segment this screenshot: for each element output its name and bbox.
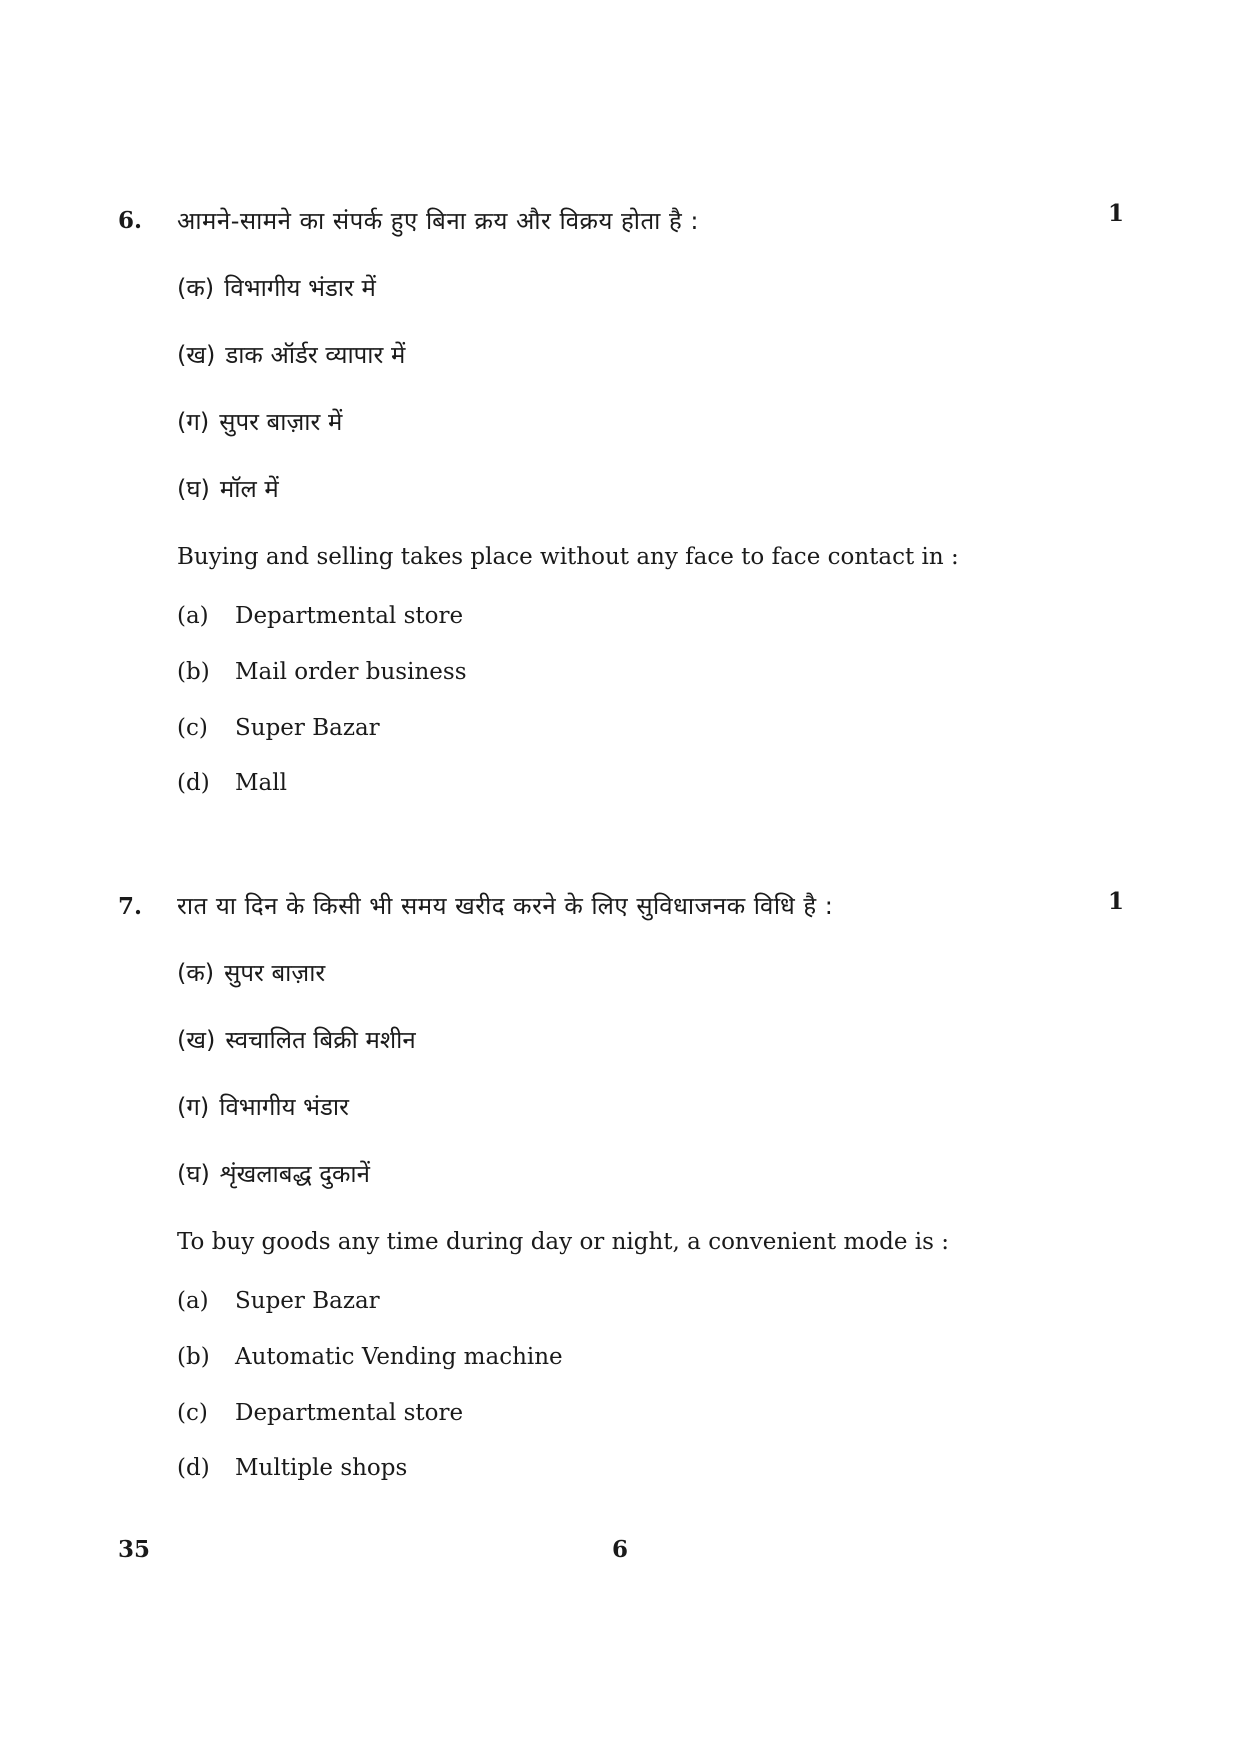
question-marks: 1 [1108, 888, 1125, 915]
hindi-option-text: मॉल में [219, 475, 279, 503]
english-option-label: (a) [177, 603, 209, 629]
hindi-option-label: (ग) [177, 1093, 210, 1121]
english-option [177, 1400, 463, 1426]
hindi-option-label: (ग) [177, 408, 210, 436]
english-option-text: Mall [235, 770, 287, 796]
hindi-option-label: (घ) [177, 475, 210, 503]
english-option-label: (c) [177, 715, 208, 741]
hindi-option [177, 271, 376, 304]
english-option-text: Mail order business [235, 659, 467, 685]
hindi-option-text: विभागीय भंडार में [224, 274, 376, 302]
english-option-label: (b) [177, 659, 210, 685]
hindi-option-label: (घ) [177, 1160, 210, 1188]
english-option-text: Automatic Vending machine [235, 1344, 563, 1370]
hindi-option-label: (ख) [177, 341, 216, 369]
hindi-option-label: (ख) [177, 1026, 216, 1054]
english-option-label: (d) [177, 770, 210, 796]
english-option-text: Super Bazar [235, 715, 380, 741]
paper-code: 35 [118, 1536, 151, 1563]
english-question-text: To buy goods any time during day or night, a convenient mode is : [177, 1229, 950, 1255]
english-option-text: Multiple shops [235, 1455, 408, 1481]
english-option-text: Departmental store [235, 603, 464, 629]
hindi-question-text: आमने-सामने का संपर्क हुए बिना क्रय और विक्रय होता है : [177, 207, 699, 235]
english-option-label: (d) [177, 1455, 210, 1481]
hindi-question-text: रात या दिन के किसी भी समय खरीद करने के लिए सुविधाजनक विधि है : [177, 892, 834, 920]
english-option [177, 603, 463, 629]
hindi-option-text: विभागीय भंडार [219, 1093, 349, 1121]
english-question-text: Buying and selling takes place without any face to face contact in : [177, 544, 959, 570]
english-option [177, 1344, 563, 1370]
hindi-option [177, 405, 342, 438]
english-option-label: (c) [177, 1400, 208, 1426]
english-option [177, 1455, 407, 1481]
hindi-option [177, 1157, 370, 1190]
hindi-option-text: सुपर बाज़ार में [219, 408, 343, 436]
hindi-option [177, 1090, 349, 1123]
hindi-option [177, 1023, 416, 1056]
hindi-option-text: स्वचालित बिक्री मशीन [225, 1026, 416, 1054]
question-marks: 1 [1108, 200, 1125, 227]
english-option [177, 659, 467, 685]
english-option [177, 770, 287, 796]
question-number: 6. [118, 207, 143, 234]
question-number: 7. [118, 893, 143, 920]
page-number: 6 [612, 1536, 629, 1563]
hindi-option-text: शृंखलाबद्ध दुकानें [219, 1160, 370, 1188]
english-option [177, 715, 380, 741]
hindi-option-label: (क) [177, 959, 215, 987]
english-option-label: (b) [177, 1344, 210, 1370]
hindi-option-label: (क) [177, 274, 215, 302]
hindi-option [177, 956, 325, 989]
hindi-option [177, 338, 405, 371]
english-option-text: Super Bazar [235, 1288, 380, 1314]
english-option-label: (a) [177, 1288, 209, 1314]
hindi-option-text: डाक ऑर्डर व्यापार में [225, 341, 406, 369]
english-option [177, 1288, 380, 1314]
hindi-option [177, 472, 279, 505]
hindi-option-text: सुपर बाज़ार [224, 959, 326, 987]
english-option-text: Departmental store [235, 1400, 464, 1426]
